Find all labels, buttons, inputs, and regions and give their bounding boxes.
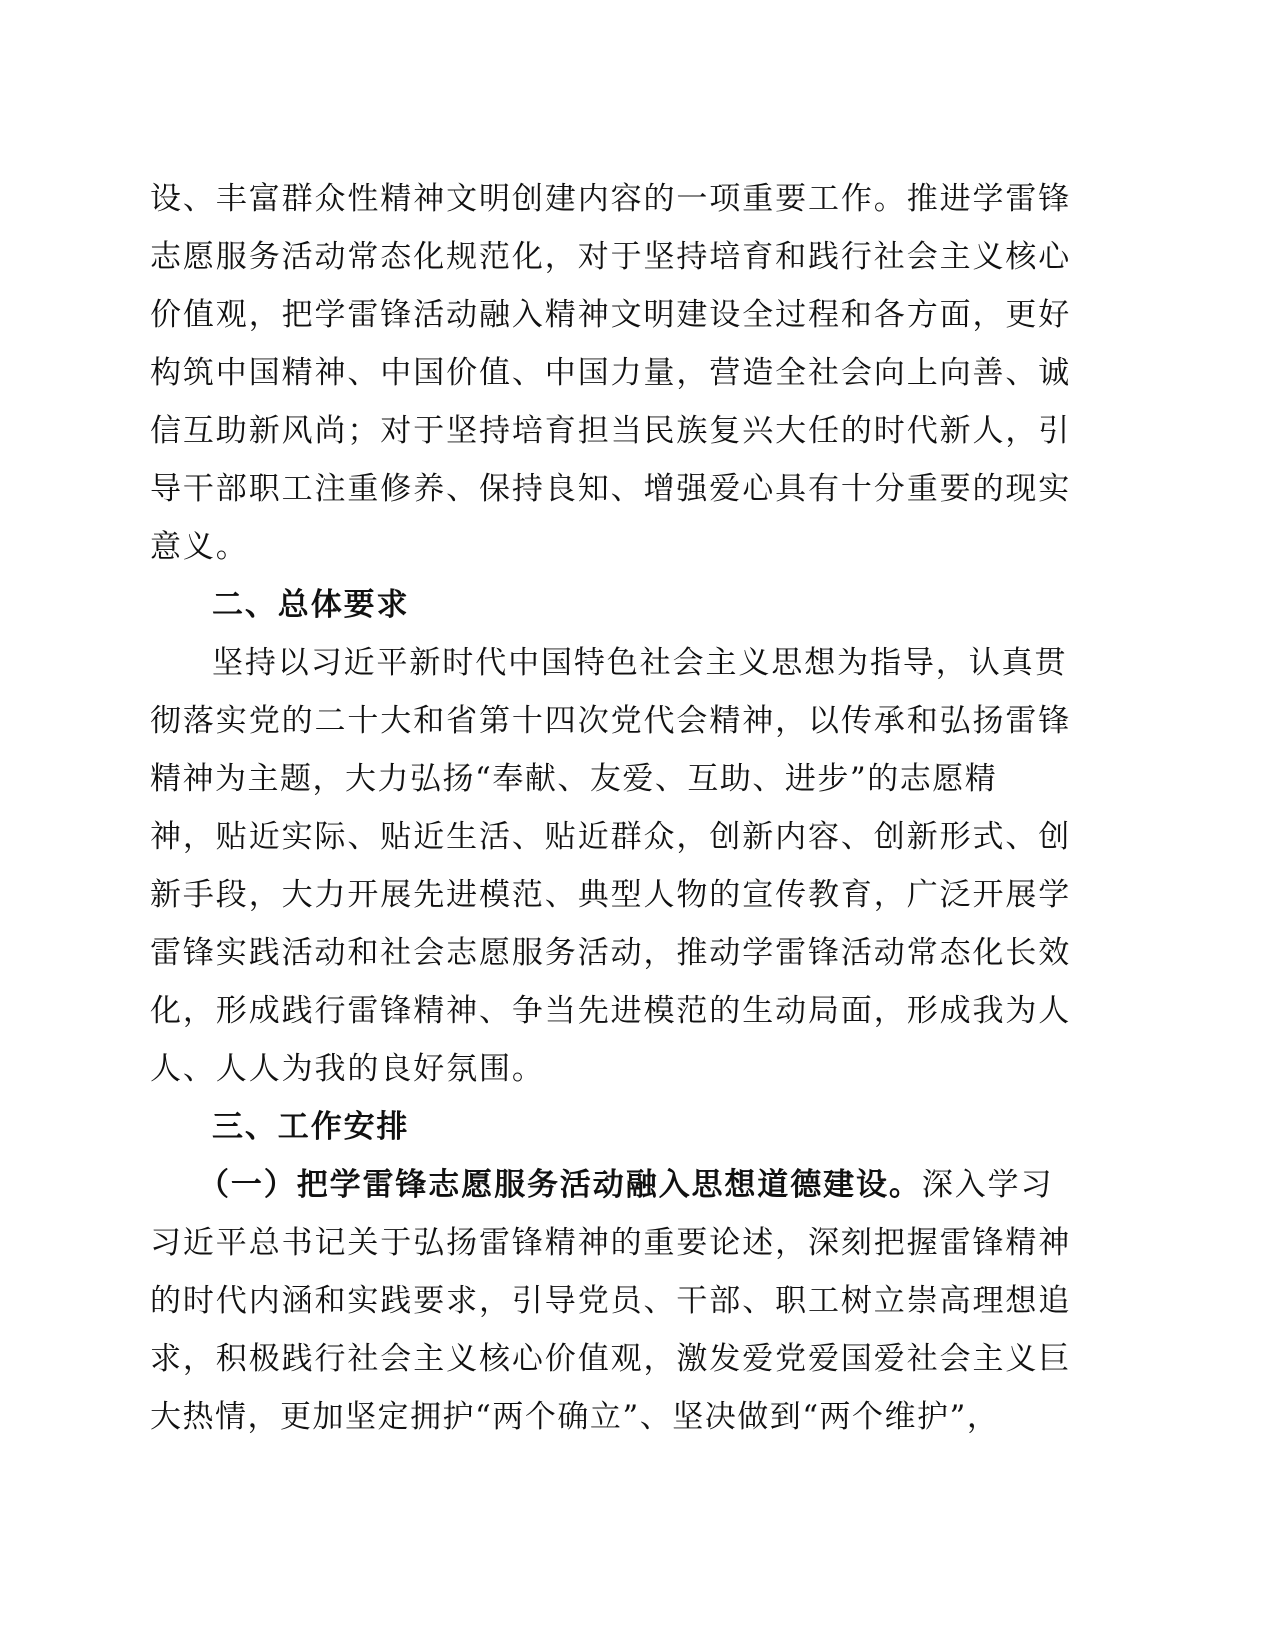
body-line-13: 新手段，大力开展先进模范、典型人物的宣传教育，广泛开展学	[150, 877, 1072, 913]
section-heading-3: 三、工作安排	[212, 1109, 410, 1145]
body-line-15: 化，形成践行雷锋精神、争当先进模范的生动局面，形成我为人	[150, 993, 1072, 1029]
body-line-9: 坚持以习近平新时代中国特色社会主义思想为指导，认真贯	[212, 645, 1068, 681]
body-line-10: 彻落实党的二十大和省第十四次党代会精神，以传承和弘扬雷锋	[150, 703, 1072, 739]
body-line-3: 价值观，把学雷锋活动融入精神文明建设全过程和各方面，更好	[150, 297, 1072, 333]
document-page	[150, 170, 1080, 1446]
section-heading-2: 二、总体要求	[212, 587, 410, 623]
body-line-4: 构筑中国精神、中国价值、中国力量，营造全社会向上向善、诚	[150, 355, 1072, 391]
subsection-heading-1: （一）把学雷锋志愿服务活动融入思想道德建设。	[198, 1167, 922, 1203]
body-line-16: 人、人人为我的良好氛围。	[150, 1051, 545, 1087]
body-line-5: 信互助新风尚；对于坚持培育担当民族复兴大任的时代新人，引	[150, 413, 1072, 449]
body-line-14: 雷锋实践活动和社会志愿服务活动，推动学雷锋活动常态化长效	[150, 935, 1072, 971]
body-line-19: 习近平总书记关于弘扬雷锋精神的重要论述，深刻把握雷锋精神	[150, 1225, 1072, 1261]
subsection-line-1	[150, 1156, 1080, 1214]
body-line-12: 神，贴近实际、贴近生活、贴近群众，创新内容、创新形式、创	[150, 819, 1072, 855]
body-line-20: 的时代内涵和实践要求，引导党员、干部、职工树立崇高理想追	[150, 1283, 1072, 1319]
body-line-1: 设、丰富群众性精神文明创建内容的一项重要工作。推进学雷锋	[150, 181, 1072, 217]
body-line-7: 意义。	[150, 529, 249, 565]
subsection-text-start: 深入学习	[921, 1167, 1054, 1203]
body-line-6: 导干部职工注重修养、保持良知、增强爱心具有十分重要的现实	[150, 471, 1072, 507]
body-line-11: 精神为主题，大力弘扬“奉献、友爱、互助、进步”的志愿精	[150, 761, 998, 797]
body-line-2: 志愿服务活动常态化规范化，对于坚持培育和践行社会主义核心	[150, 239, 1072, 275]
body-line-21: 求，积极践行社会主义核心价值观，激发爱党爱国爱社会主义巨	[150, 1341, 1072, 1377]
body-line-22: 大热情，更加坚定拥护“两个确立”、坚决做到“两个维护”，	[150, 1399, 1000, 1435]
